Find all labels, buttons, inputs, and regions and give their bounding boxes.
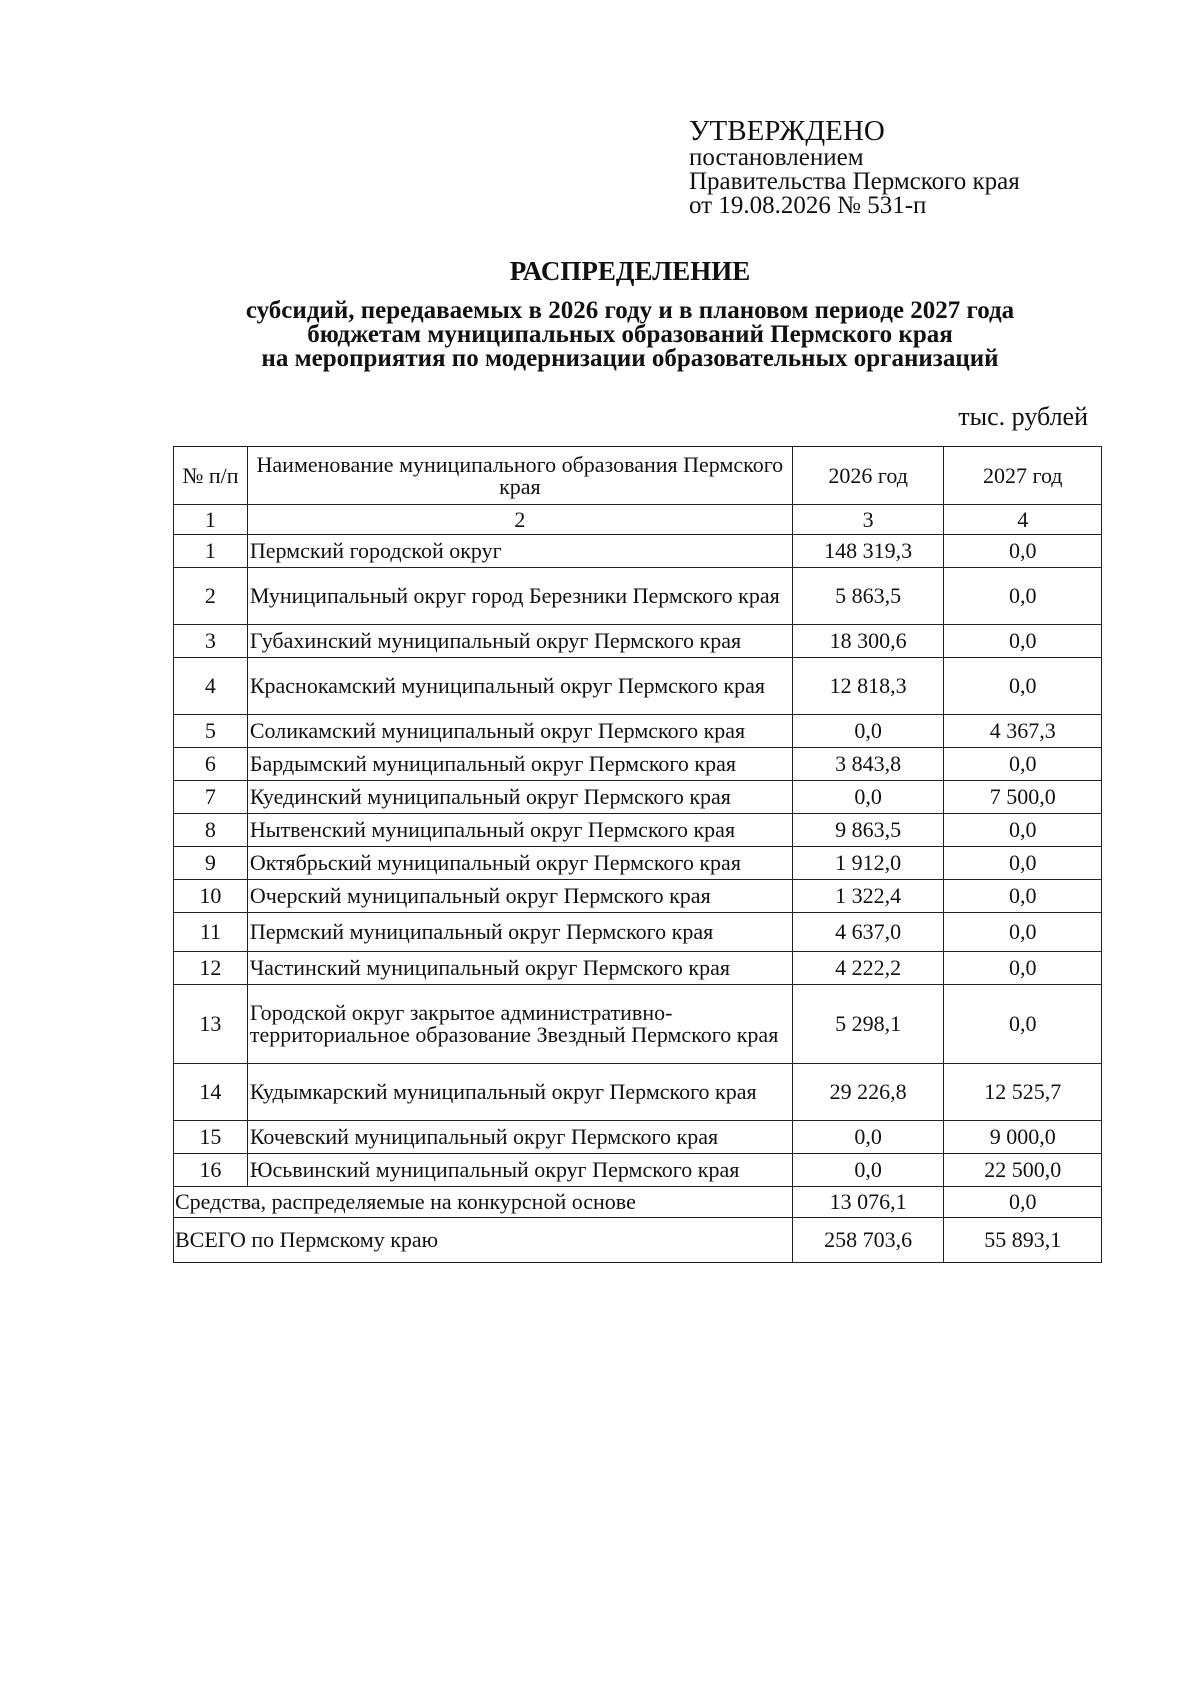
row-number: 15 [174, 1121, 248, 1154]
row-value-2027: 4 367,3 [944, 715, 1102, 748]
row-name: Губахинский муниципальный округ Пермского края [247, 625, 792, 658]
row-value-2027: 0,0 [944, 913, 1102, 952]
header-num: № п/п [174, 447, 248, 505]
competitive-row-value-2026: 13 076,1 [792, 1187, 944, 1218]
table-row [174, 847, 1102, 880]
row-value-2027: 7 500,0 [944, 781, 1102, 814]
row-number: 14 [174, 1064, 248, 1121]
table-row [174, 880, 1102, 913]
row-value-2026: 0,0 [792, 1154, 944, 1187]
row-name: Городской округ закрытое административно-территориальное образование Звездный Пермского края [247, 985, 792, 1064]
row-name: Куединский муниципальный округ Пермского края [247, 781, 792, 814]
competitive-row-label: Средства, распределяемые на конкурсной основе [174, 1187, 793, 1218]
row-number: 13 [174, 985, 248, 1064]
header-name: Наименование муниципального образования Пермского края [247, 447, 792, 505]
table-row [174, 535, 1102, 568]
distribution-table [173, 446, 1102, 1263]
row-number: 8 [174, 814, 248, 847]
units-label: тыс. рублей [958, 402, 1088, 431]
row-value-2026: 4 222,2 [792, 952, 944, 985]
total-row-value-2027: 55 893,1 [944, 1218, 1102, 1263]
row-number: 11 [174, 913, 248, 952]
row-number: 5 [174, 715, 248, 748]
document-title: РАСПРЕДЕЛЕНИЕ [509, 256, 751, 286]
header-2026: 2026 год [792, 447, 944, 505]
row-name: Юсьвинский муниципальный округ Пермского края [247, 1154, 792, 1187]
row-name: Бардымский муниципальный округ Пермского края [247, 748, 792, 781]
table-row [174, 781, 1102, 814]
total-row [174, 1218, 1102, 1263]
row-value-2027: 0,0 [944, 814, 1102, 847]
row-value-2026: 12 818,3 [792, 658, 944, 715]
column-number: 3 [792, 505, 944, 535]
table-row [174, 748, 1102, 781]
table-row [174, 913, 1102, 952]
approval-date: от 19.08.2026 № 531-п [689, 192, 927, 219]
column-number-row [174, 505, 1102, 535]
total-row-label: ВСЕГО по Пермскому краю [174, 1218, 793, 1263]
row-value-2027: 0,0 [944, 985, 1102, 1064]
row-value-2027: 0,0 [944, 658, 1102, 715]
approval-heading: УТВЕРЖДЕНО [689, 115, 885, 147]
row-number: 16 [174, 1154, 248, 1187]
header-2027: 2027 год [944, 447, 1102, 505]
table-row [174, 1154, 1102, 1187]
column-number: 1 [174, 505, 248, 535]
row-value-2026: 9 863,5 [792, 814, 944, 847]
row-value-2026: 0,0 [792, 781, 944, 814]
row-name: Пермский городской округ [247, 535, 792, 568]
column-number: 4 [944, 505, 1102, 535]
row-value-2026: 0,0 [792, 1121, 944, 1154]
row-number: 6 [174, 748, 248, 781]
row-name: Пермский муниципальный округ Пермского края [247, 913, 792, 952]
row-number: 3 [174, 625, 248, 658]
row-value-2027: 0,0 [944, 748, 1102, 781]
row-value-2027: 0,0 [944, 568, 1102, 625]
row-value-2026: 3 843,8 [792, 748, 944, 781]
row-number: 9 [174, 847, 248, 880]
table-row [174, 814, 1102, 847]
table-row [174, 715, 1102, 748]
row-name: Краснокамский муниципальный округ Пермского края [247, 658, 792, 715]
row-value-2026: 5 863,5 [792, 568, 944, 625]
table-row [174, 1121, 1102, 1154]
row-value-2027: 0,0 [944, 847, 1102, 880]
row-value-2027: 9 000,0 [944, 1121, 1102, 1154]
approval-line: Правительства Пермского края [689, 168, 1020, 195]
table-header-row [174, 447, 1102, 505]
document-subtitle [180, 299, 1080, 371]
row-name: Муниципальный округ город Березники Пермского края [247, 568, 792, 625]
row-value-2027: 0,0 [944, 625, 1102, 658]
table-row [174, 952, 1102, 985]
row-value-2026: 0,0 [792, 715, 944, 748]
table-row [174, 568, 1102, 625]
row-value-2027: 12 525,7 [944, 1064, 1102, 1121]
row-value-2026: 5 298,1 [792, 985, 944, 1064]
row-value-2026: 148 319,3 [792, 535, 944, 568]
subtitle-line: на мероприятия по модернизации образовательных организаций [261, 345, 999, 372]
row-number: 4 [174, 658, 248, 715]
approval-stamp [689, 116, 1020, 218]
column-number: 2 [247, 505, 792, 535]
total-row-value-2026: 258 703,6 [792, 1218, 944, 1263]
competitive-row [174, 1187, 1102, 1218]
row-number: 2 [174, 568, 248, 625]
row-number: 10 [174, 880, 248, 913]
row-name: Кочевский муниципальный округ Пермского края [247, 1121, 792, 1154]
row-name: Соликамский муниципальный округ Пермского края [247, 715, 792, 748]
row-value-2027: 0,0 [944, 952, 1102, 985]
subtitle-line: бюджетам муниципальных образований Пермского края [307, 321, 953, 348]
row-value-2026: 1 322,4 [792, 880, 944, 913]
row-value-2027: 0,0 [944, 880, 1102, 913]
subtitle-line: субсидий, передаваемых в 2026 году и в плановом периоде 2027 года [245, 297, 1015, 324]
row-number: 7 [174, 781, 248, 814]
row-value-2027: 0,0 [944, 535, 1102, 568]
table-row [174, 625, 1102, 658]
row-value-2027: 22 500,0 [944, 1154, 1102, 1187]
row-value-2026: 18 300,6 [792, 625, 944, 658]
row-number: 12 [174, 952, 248, 985]
row-number: 1 [174, 535, 248, 568]
row-name: Очерский муниципальный округ Пермского края [247, 880, 792, 913]
approval-line: постановлением [689, 144, 864, 171]
table-row [174, 985, 1102, 1064]
competitive-row-value-2027: 0,0 [944, 1187, 1102, 1218]
row-name: Кудымкарский муниципальный округ Пермского края [247, 1064, 792, 1121]
row-name: Нытвенский муниципальный округ Пермского края [247, 814, 792, 847]
row-name: Октябрьский муниципальный округ Пермского края [247, 847, 792, 880]
row-value-2026: 4 637,0 [792, 913, 944, 952]
table-row [174, 658, 1102, 715]
row-value-2026: 1 912,0 [792, 847, 944, 880]
row-value-2026: 29 226,8 [792, 1064, 944, 1121]
table-row [174, 1064, 1102, 1121]
row-name: Частинский муниципальный округ Пермского края [247, 952, 792, 985]
